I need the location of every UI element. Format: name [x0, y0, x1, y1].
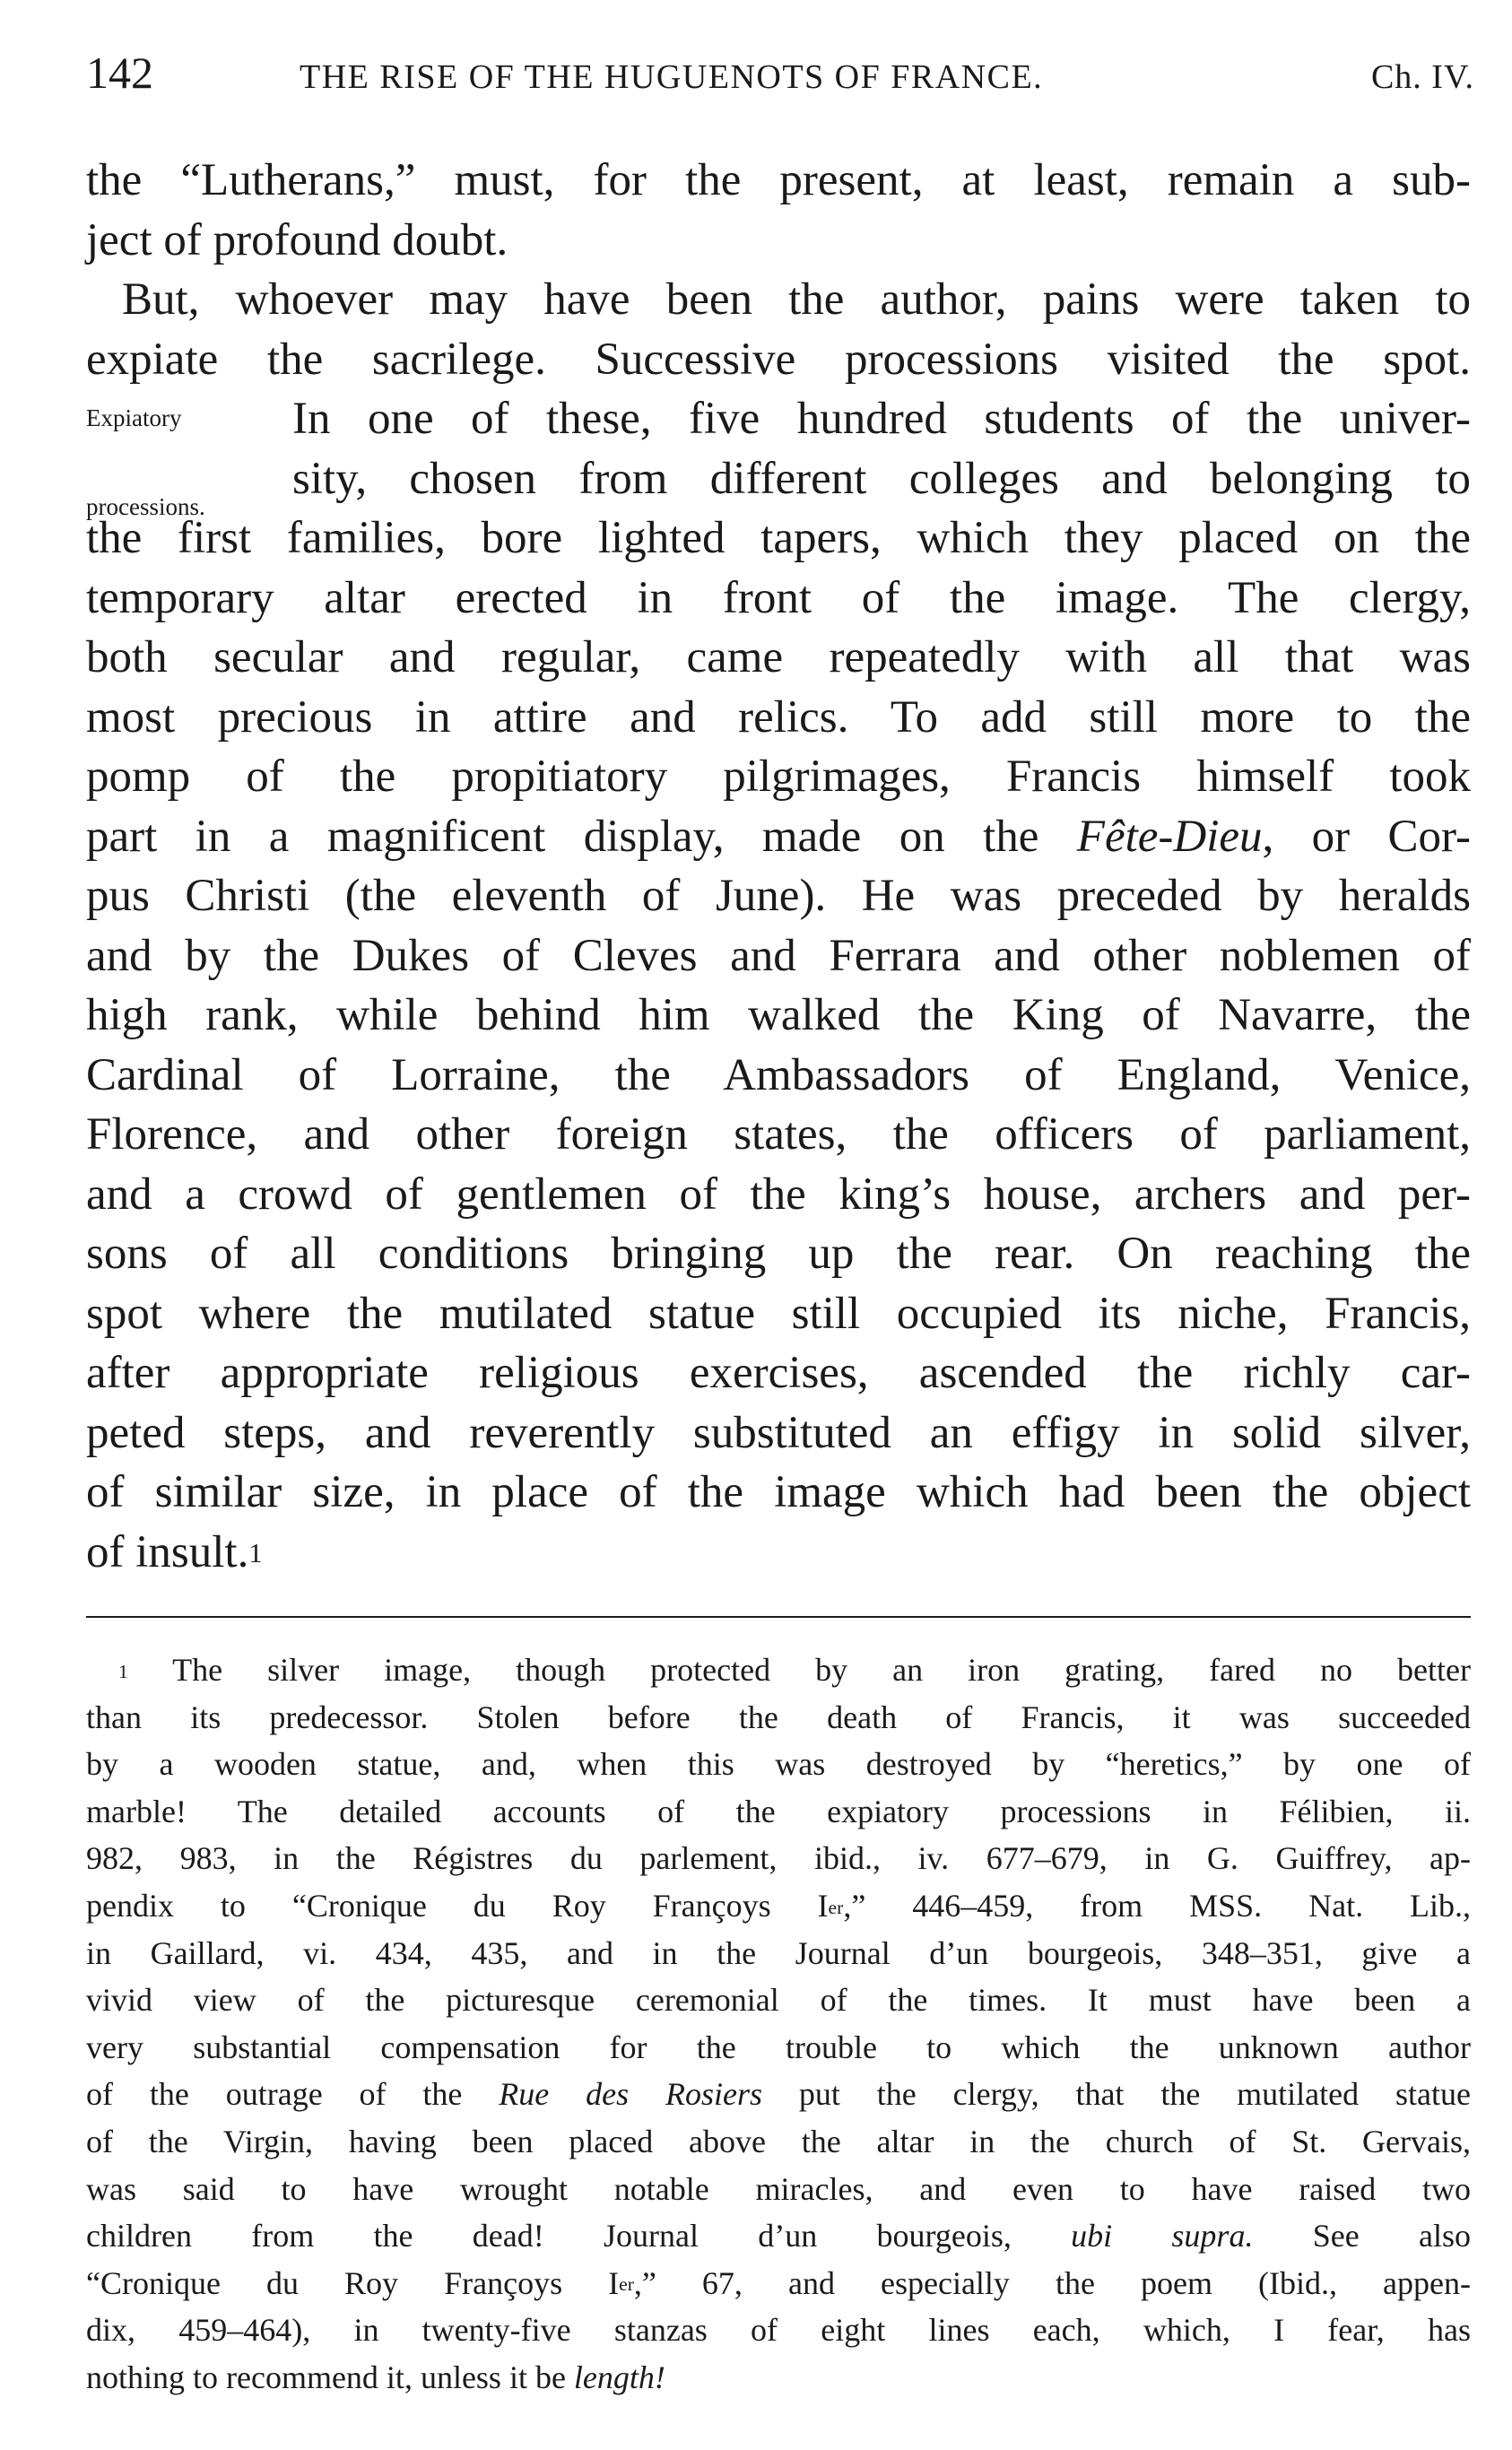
footnote-line [86, 1646, 1471, 1694]
body-line: after appropriate religious exercises, ascended the richly car- [86, 1348, 1471, 1398]
body-line: spot where the mutilated statue still occupied its niche, Francis, [86, 1288, 1471, 1339]
italic-term: Fête-Dieu [1076, 811, 1263, 862]
footnote-line [86, 2354, 1471, 2402]
body-text [86, 151, 1471, 1582]
footnote [86, 1646, 1471, 2402]
body-line-with-sidenote [86, 389, 1471, 449]
footnote-line: than its predecessor. Stolen before the death of Francis, it was succeeded [86, 1698, 1471, 1735]
superscript: er [619, 2273, 634, 2296]
body-line: high rank, while behind him walked the King of Navarre, the [86, 990, 1471, 1040]
body-line: But, whoever may have been the author, pains were taken to [122, 274, 1471, 325]
body-line: In one of these, five hundred students of the univer- [292, 394, 1471, 444]
body-line: temporary altar erected in front of the image. The clergy, [86, 572, 1471, 623]
body-line-text: of insult. [86, 1526, 249, 1577]
footnote-line [86, 2260, 1471, 2307]
italic-term: length! [573, 2359, 665, 2395]
footnote-line: very substantial compensation for the trouble to which the unknown author [86, 2029, 1471, 2065]
footnote-line-text: put the clergy, that the mutilated statue [762, 2076, 1471, 2113]
body-line [86, 807, 1471, 867]
running-title: THE RISE OF THE HUGUENOTS OF FRANCE. [300, 58, 1044, 96]
footnote-line-text: The silver image, though protected by an iron grating, fared no better [172, 1652, 1471, 1688]
body-line-with-sidenote [86, 449, 1471, 520]
body-line: both secular and regular, came repeatedly with all that was [86, 632, 1471, 682]
body-line: and a crowd of gentlemen of the king’s house, archers and per- [86, 1169, 1471, 1220]
footnote-line-text: of the outrage of the [86, 2076, 500, 2113]
body-line: of similar size, in place of the image which had been the object [86, 1467, 1471, 1517]
body-line: sity, chosen from different colleges and belonging to [292, 453, 1471, 504]
body-line: Florence, and other foreign states, the officers of parliament, [86, 1109, 1471, 1160]
footnote-line-text: “Cronique du Roy Françoys I [86, 2264, 620, 2301]
footnote-line-text: children from the dead! Journal d’un bourgeois, [86, 2218, 1072, 2255]
footnote-line: 982, 983, in the Régistres du parlement, ibid., iv. 677–679, in G. Guiffrey, ap- [86, 1840, 1471, 1877]
page-number: 142 [86, 48, 153, 98]
body-line: the first families, bore lighted tapers, which they placed on the [86, 513, 1471, 563]
body-line: pus Christi (the eleventh of June). He was preceded by heralds [86, 871, 1471, 921]
footnote-divider [86, 1616, 1471, 1618]
body-line: and by the Dukes of Cleves and Ferrara and other noblemen of [86, 930, 1471, 981]
footnote-line: dix, 459–464), in twenty-five stanzas of eight lines each, which, I fear, has [86, 2312, 1471, 2349]
margin-note: processions. [86, 492, 205, 520]
footnote-line: by a wooden statue, and, when this was destroyed by “heretics,” by one of [86, 1746, 1471, 1783]
footnote-line: vivid view of the picturesque ceremonial of the times. It must have been a [86, 1982, 1471, 2019]
body-line: expiate the sacrilege. Successive processions visited the spot. [86, 334, 1471, 385]
footnote-line [86, 2212, 1471, 2260]
body-line: most precious in attire and relics. To add still more to the [86, 691, 1471, 743]
footnote-line [86, 1882, 1471, 1930]
footnote-line: was said to have wrought notable miracles, and even to have raised two [86, 2170, 1471, 2207]
body-line [86, 1523, 1471, 1583]
body-line: Cardinal of Lorraine, the Ambassadors of England, Venice, [86, 1049, 1471, 1100]
footnote-line-text: ,” 446–459, from MSS. Nat. Lib., [843, 1887, 1471, 1924]
footnote-line: in Gaillard, vi. 434, 435, and in the Journal d’un bourgeois, 348–351, give a [86, 1934, 1471, 1971]
footnote-line [86, 2071, 1471, 2118]
footnote-number: 1 [118, 1660, 128, 1682]
body-line: sons of all conditions bringing up the rear. On reaching the [86, 1229, 1471, 1279]
chapter-label: Ch. IV. [1370, 58, 1474, 96]
italic-term: ubi supra. [1071, 2218, 1254, 2255]
italic-term: Rue des Rosiers [499, 2076, 762, 2113]
footnote-line: of the Virgin, having been placed above the altar in the church of St. Gervais, [86, 2123, 1471, 2159]
footnote-line-text: See also [1253, 2218, 1471, 2255]
margin-note: Expiatory [86, 404, 182, 431]
body-line: peted steps, and reverently substituted an effigy in solid silver, [86, 1407, 1471, 1458]
body-line-text: , or Cor- [1262, 811, 1471, 862]
running-header [86, 47, 1476, 100]
footnote-line-text: nothing to recommend it, unless it be [86, 2359, 574, 2395]
footnote-reference: 1 [248, 1537, 263, 1568]
footnote-line: marble! The detailed accounts of the expiatory processions in Félibien, ii. [86, 1793, 1471, 1829]
superscript: er [828, 1896, 844, 1918]
body-line: ject of profound doubt. [86, 214, 508, 265]
body-line: the “Lutherans,” must, for the present, at least, remain a sub- [86, 155, 1471, 205]
body-line-text: part in a magnificent display, made on the [86, 811, 1077, 862]
footnote-line-text: ,” 67, and especially the poem (Ibid., appen- [633, 2264, 1471, 2301]
footnote-line-text: pendix to “Cronique du Roy Françoys I [86, 1887, 829, 1924]
body-line: pomp of the propitiatory pilgrimages, Francis himself took [86, 752, 1471, 802]
